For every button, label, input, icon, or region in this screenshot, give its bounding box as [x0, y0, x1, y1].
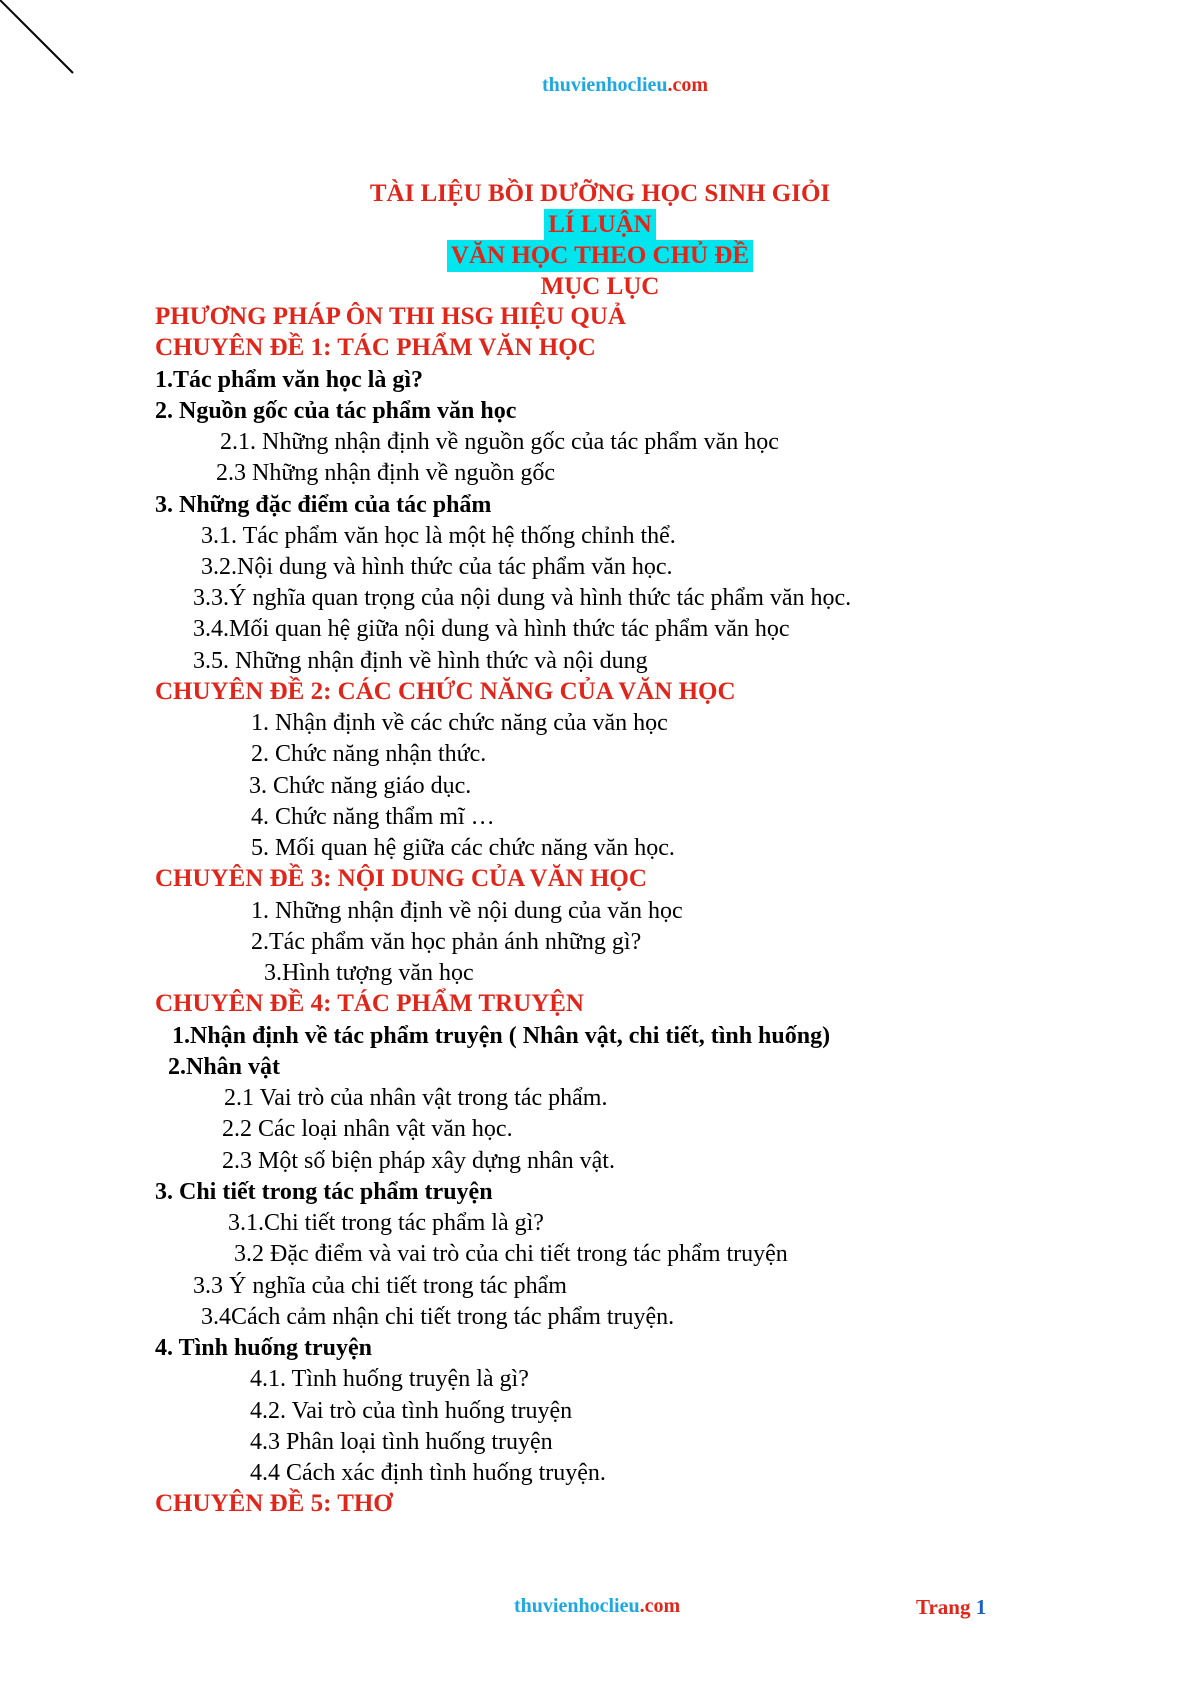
toc-chapter-2: CHUYÊN ĐỀ 2: CÁC CHỨC NĂNG CỦA VĂN HỌC [155, 678, 736, 705]
toc-subitem: 3.2.Nội dung và hình thức của tác phẩm văn học. [201, 554, 673, 580]
toc-item: 1.Tác phẩm văn học là gì? [155, 367, 424, 393]
page-label: Trang [916, 1595, 971, 1619]
toc-heading [0, 271, 1200, 303]
corner-mark-line [0, 0, 80, 80]
toc-item: 3. Những đặc điểm của tác phẩm [155, 492, 492, 518]
toc-item: 2. Nguồn gốc của tác phẩm văn học [155, 398, 517, 424]
title-line-1: TÀI LIỆU BỒI DƯỠNG HỌC SINH GIỎI [369, 180, 831, 207]
toc-section-method: PHƯƠNG PHÁP ÔN THI HSG HIỆU QUẢ [155, 303, 626, 330]
footer-site-tld: .com [639, 1595, 681, 1617]
toc-subitem: 3.5. Những nhận định về hình thức và nội dung [193, 648, 648, 674]
toc-subitem: 2.1. Những nhận định về nguồn gốc của tác phẩm văn học [220, 429, 779, 455]
toc-subitem: 1. Nhận định về các chức năng của văn học [251, 710, 668, 736]
toc-subitem: 2.1 Vai trò của nhân vật trong tác phẩm. [224, 1085, 608, 1111]
toc-chapter-3: CHUYÊN ĐỀ 3: NỘI DUNG CỦA VĂN HỌC [155, 865, 647, 892]
toc-item: 4. Tình huống truyện [155, 1335, 372, 1361]
header-site-name [0, 74, 1200, 97]
toc-chapter-4: CHUYÊN ĐỀ 4: TÁC PHẨM TRUYỆN [155, 990, 584, 1017]
toc-subitem: 2.2 Các loại nhân vật văn học. [222, 1116, 513, 1142]
toc-subitem: 4.3 Phân loại tình huống truyện [250, 1429, 553, 1455]
toc-item: 2.Nhân vật [168, 1054, 281, 1080]
page-number [916, 1595, 986, 1620]
toc-subitem: 2.3 Những nhận định về nguồn gốc [216, 460, 555, 486]
header-site-tld: .com [667, 74, 709, 96]
toc-subitem: 3.Hình tượng văn học [264, 960, 474, 986]
page-number-value: 1 [975, 1595, 987, 1619]
toc-item: 3. Chi tiết trong tác phẩm truyện [155, 1179, 493, 1205]
toc-subitem: 4.2. Vai trò của tình huống truyện [250, 1398, 573, 1424]
toc-subitem: 3.3.Ý nghĩa quan trọng của nội dung và hình thức tác phẩm văn học. [193, 585, 852, 611]
subtitle-1 [0, 209, 1200, 241]
toc-subitem: 3.1.Chi tiết trong tác phẩm là gì? [228, 1210, 544, 1236]
toc-chapter-1: CHUYÊN ĐỀ 1: TÁC PHẨM VĂN HỌC [155, 334, 596, 361]
footer-site-text: thuvienhoclieu [514, 1595, 640, 1617]
toc-subitem: 3.4.Mối quan hệ giữa nội dung và hình thức tác phẩm văn học [193, 616, 790, 642]
subtitle-2 [0, 240, 1200, 272]
toc-subitem: 3.1. Tác phẩm văn học là một hệ thống chỉnh thể. [201, 523, 676, 549]
toc-chapter-5: CHUYÊN ĐỀ 5: THƠ [155, 1490, 393, 1517]
title-line-4: MỤC LỤC [540, 273, 660, 300]
toc-subitem: 5. Mối quan hệ giữa các chức năng văn học. [251, 835, 675, 861]
toc-subitem: 4.4 Cách xác định tình huống truyện. [250, 1460, 606, 1486]
toc-subitem: 2.3 Một số biện pháp xây dựng nhân vật. [222, 1148, 615, 1174]
title-line-3: VĂN HỌC THEO CHỦ ĐỀ [447, 240, 753, 272]
toc-subitem: 1. Những nhận định về nội dung của văn học [251, 898, 683, 924]
footer-site-name [514, 1595, 680, 1618]
title-line-2: LÍ LUẬN [544, 209, 656, 241]
toc-subitem: 3. Chức năng giáo dục. [249, 773, 472, 799]
toc-subitem: 4.1. Tình huống truyện là gì? [250, 1366, 529, 1392]
document-title [0, 178, 1200, 210]
toc-subitem: 3.4Cách cảm nhận chi tiết trong tác phẩm truyện. [201, 1304, 675, 1330]
toc-subitem: 3.2 Đặc điểm và vai trò của chi tiết trong tác phẩm truyện [234, 1241, 788, 1267]
toc-subitem: 4. Chức năng thẩm mĩ … [251, 804, 495, 830]
toc-subitem: 2. Chức năng nhận thức. [251, 741, 487, 767]
toc-item: 1.Nhận định về tác phẩm truyện ( Nhân vật, chi tiết, tình huống) [172, 1023, 831, 1049]
toc-subitem: 2.Tác phẩm văn học phản ánh những gì? [251, 929, 642, 955]
toc-subitem: 3.3 Ý nghĩa của chi tiết trong tác phẩm [193, 1273, 567, 1299]
header-site-text: thuvienhoclieu [541, 74, 668, 96]
